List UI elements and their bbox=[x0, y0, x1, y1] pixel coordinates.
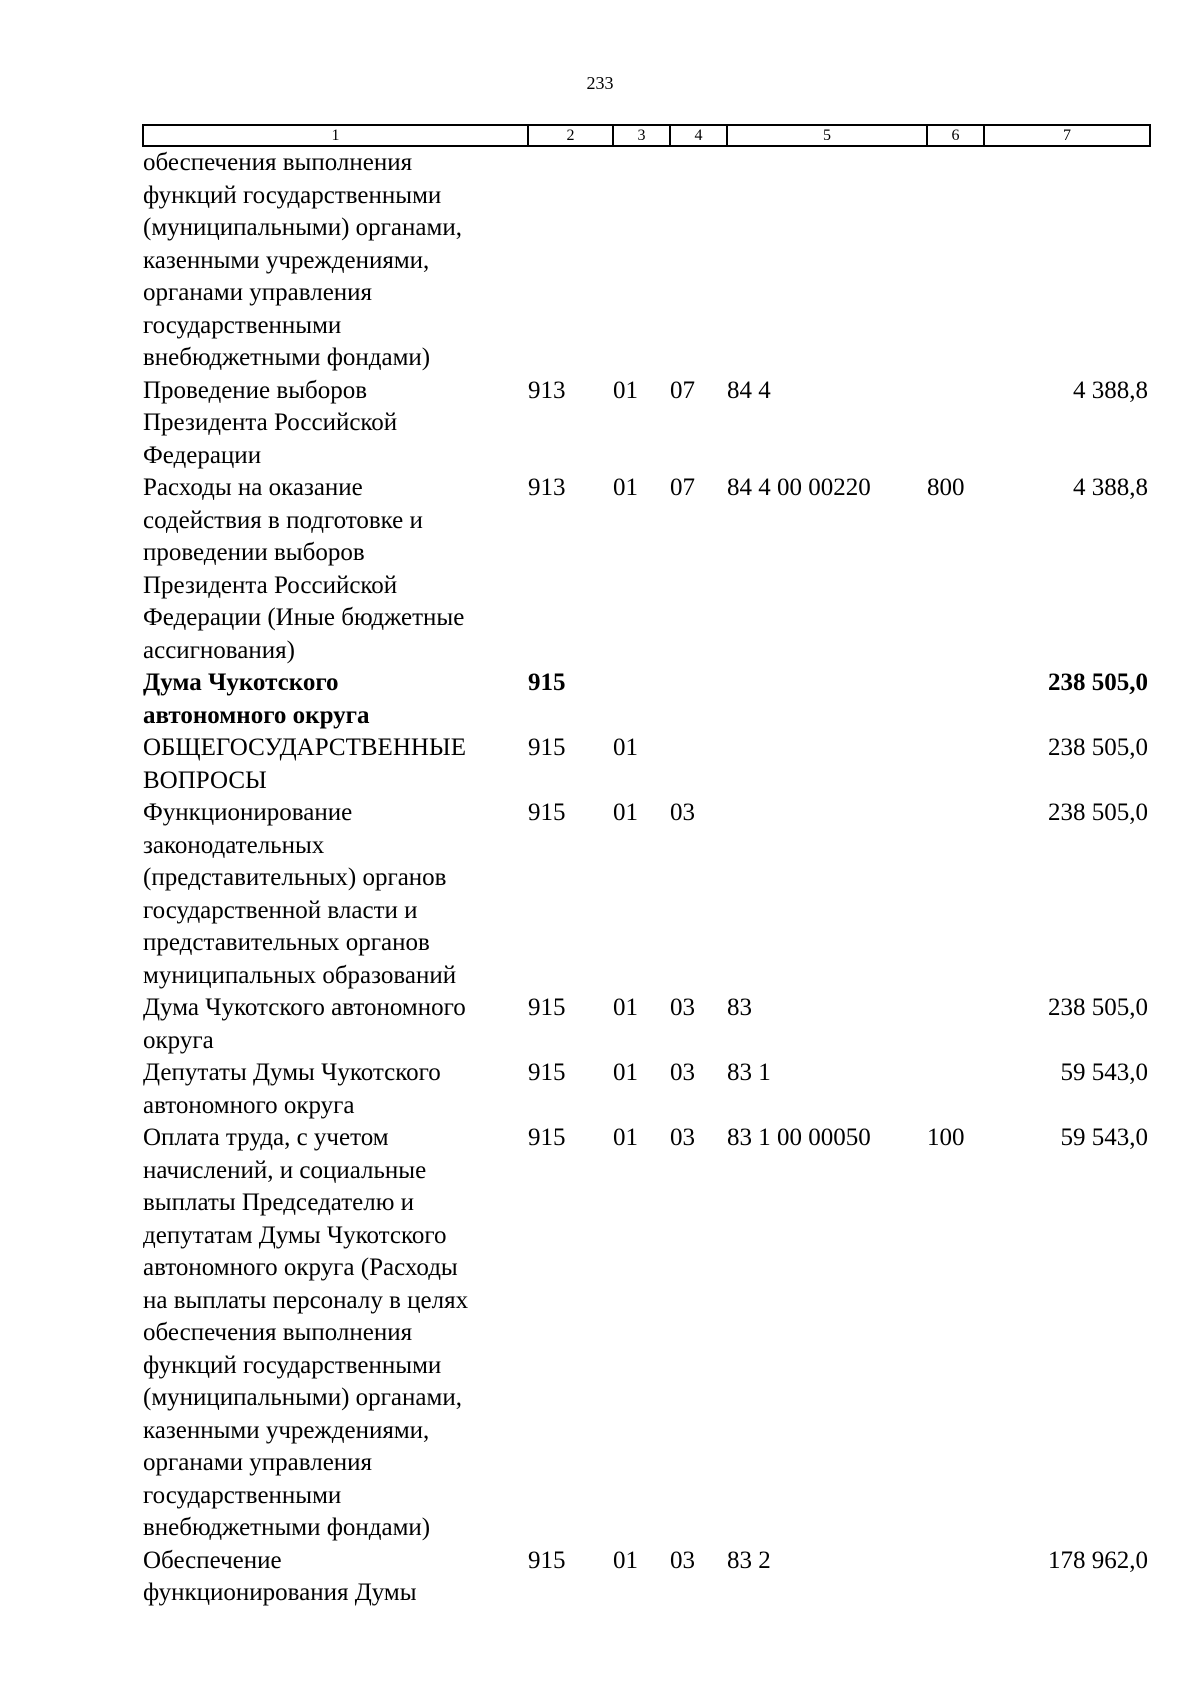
table-row bbox=[143, 732, 1150, 797]
cell-target-article: 83 2 bbox=[727, 1546, 771, 1574]
cell-name-line: Обеспечение bbox=[143, 1546, 282, 1574]
cell-name-line: автономного округа bbox=[143, 1091, 355, 1119]
cell-amount: 238 505,0 bbox=[1048, 799, 1148, 826]
cell-section: 01 bbox=[613, 376, 638, 404]
cell-name-line: (муниципальными) органами, bbox=[143, 1384, 462, 1411]
cell-name-line: представительных органов bbox=[143, 929, 430, 956]
cell-section: 01 bbox=[613, 1059, 638, 1086]
cell-name bbox=[143, 992, 528, 1057]
cell-name-line: казенными учреждениями, bbox=[143, 246, 430, 274]
cell-subsection: 03 bbox=[670, 799, 695, 826]
cell-amount: 178 962,0 bbox=[1048, 1546, 1148, 1574]
cell-name-line: Расходы на оказание bbox=[143, 474, 363, 501]
cell-amount: 238 505,0 bbox=[1048, 669, 1148, 696]
cell-target-article: 83 1 bbox=[727, 1059, 771, 1086]
cell-expense-type bbox=[927, 667, 984, 732]
cell-name bbox=[143, 472, 528, 667]
cell-amount: 4 388,8 bbox=[1073, 474, 1148, 501]
cell-subsection bbox=[670, 732, 727, 797]
cell-name bbox=[143, 1057, 528, 1122]
cell-name bbox=[143, 146, 528, 375]
cell-name-line: органами управления bbox=[143, 1449, 373, 1476]
cell-expense-type bbox=[927, 732, 984, 797]
cell-amount bbox=[984, 146, 1150, 375]
header-col-2: 2 bbox=[528, 125, 613, 146]
cell-ved: 913 bbox=[528, 474, 566, 501]
cell-name-line: функционирования Думы bbox=[143, 1579, 417, 1606]
cell-subsection: 03 bbox=[670, 1059, 695, 1086]
cell-name-line: законодательных bbox=[143, 831, 325, 859]
cell-name-line: органами управления bbox=[143, 279, 373, 306]
cell-name bbox=[143, 1122, 528, 1545]
cell-target-article bbox=[727, 146, 927, 375]
header-col-7: 7 bbox=[984, 125, 1150, 146]
cell-expense-type bbox=[927, 1545, 984, 1610]
cell-name-line: функций государственными bbox=[143, 181, 442, 209]
cell-section: 01 bbox=[613, 1546, 638, 1574]
table-row bbox=[143, 375, 1150, 473]
table-row bbox=[143, 667, 1150, 732]
cell-name-line: ВОПРОСЫ bbox=[143, 766, 267, 794]
cell-expense-type bbox=[927, 146, 984, 375]
cell-ved: 915 bbox=[528, 734, 566, 761]
cell-ved: 915 bbox=[528, 799, 566, 826]
cell-amount: 59 543,0 bbox=[1060, 1059, 1148, 1086]
cell-name-line: государственной власти и bbox=[143, 896, 418, 924]
cell-name-line: обеспечения выполнения bbox=[143, 149, 413, 176]
cell-ved: 913 bbox=[528, 376, 566, 404]
cell-name-line: внебюджетными фондами) bbox=[143, 1514, 431, 1541]
page-number: 233 bbox=[586, 73, 614, 93]
cell-amount: 238 505,0 bbox=[1048, 734, 1148, 761]
cell-name-line: обеспечения выполнения bbox=[143, 1319, 413, 1346]
cell-expense-type bbox=[927, 375, 984, 473]
table-row bbox=[143, 146, 1150, 375]
cell-name-line: Федерации bbox=[143, 441, 262, 469]
cell-name-line: (представительных) органов bbox=[143, 864, 447, 891]
cell-subsection: 03 bbox=[670, 994, 695, 1021]
cell-target-article bbox=[727, 732, 927, 797]
cell-name-line: Дума Чукотского bbox=[143, 669, 339, 696]
table-row bbox=[143, 797, 1150, 992]
cell-section: 01 bbox=[613, 734, 638, 761]
cell-name-line: Дума Чукотского автономного bbox=[143, 994, 466, 1021]
header-row bbox=[143, 125, 1150, 146]
cell-target-article: 83 bbox=[727, 994, 752, 1021]
cell-name-line: Федерации (Иные бюджетные bbox=[143, 604, 465, 631]
cell-subsection: 03 bbox=[670, 1546, 695, 1574]
cell-name-line: (муниципальными) органами, bbox=[143, 214, 462, 241]
cell-name bbox=[143, 1545, 528, 1610]
cell-name bbox=[143, 732, 528, 797]
cell-name-line: Функционирование bbox=[143, 799, 353, 826]
cell-name-line: на выплаты персоналу в целях bbox=[143, 1286, 469, 1314]
cell-ved bbox=[528, 146, 613, 375]
cell-name-line: Депутаты Думы Чукотского bbox=[143, 1059, 441, 1086]
table-row bbox=[143, 1057, 1150, 1122]
table-header bbox=[143, 125, 1150, 146]
cell-section: 01 bbox=[613, 799, 638, 826]
cell-name-line: начислений, и социальные bbox=[143, 1156, 427, 1184]
table-row bbox=[143, 1122, 1150, 1545]
cell-ved: 915 bbox=[528, 669, 566, 696]
cell-name bbox=[143, 797, 528, 992]
table-row bbox=[143, 1545, 1150, 1610]
cell-name-line: казенными учреждениями, bbox=[143, 1416, 430, 1444]
cell-expense-type: 800 bbox=[927, 474, 965, 501]
cell-name-line: выплаты Председателю и bbox=[143, 1189, 415, 1216]
cell-section: 01 bbox=[613, 1124, 638, 1151]
cell-name-line: муниципальных образований bbox=[143, 961, 457, 989]
cell-target-article bbox=[727, 667, 927, 732]
header-col-3: 3 bbox=[613, 125, 670, 146]
cell-expense-type bbox=[927, 992, 984, 1057]
cell-ved: 915 bbox=[528, 1546, 566, 1574]
header-col-4: 4 bbox=[670, 125, 727, 146]
table-row bbox=[143, 472, 1150, 667]
budget-table bbox=[142, 124, 1151, 1610]
header-col-1: 1 bbox=[143, 125, 528, 146]
cell-name-line: внебюджетными фондами) bbox=[143, 344, 431, 371]
table-row bbox=[143, 992, 1150, 1057]
cell-ved: 915 bbox=[528, 1124, 566, 1151]
cell-name-line: функций государственными bbox=[143, 1351, 442, 1379]
cell-section bbox=[613, 667, 670, 732]
cell-name-line: Проведение выборов bbox=[143, 376, 368, 404]
cell-target-article: 83 1 00 00050 bbox=[727, 1124, 871, 1151]
cell-name-line: содействия в подготовке и bbox=[143, 506, 423, 534]
cell-name bbox=[143, 375, 528, 473]
cell-subsection bbox=[670, 667, 727, 732]
cell-name-line: Президента Российской bbox=[143, 571, 398, 599]
cell-subsection: 07 bbox=[670, 376, 695, 404]
table-body bbox=[143, 146, 1150, 1610]
cell-name-line: депутатам Думы Чукотского bbox=[143, 1221, 447, 1249]
cell-amount: 238 505,0 bbox=[1048, 994, 1148, 1021]
header-col-5: 5 bbox=[727, 125, 927, 146]
cell-subsection bbox=[670, 146, 727, 375]
cell-name-line: автономного округа (Расходы bbox=[143, 1254, 458, 1281]
cell-section bbox=[613, 146, 670, 375]
cell-amount: 59 543,0 bbox=[1060, 1124, 1148, 1151]
cell-name-line: государственными bbox=[143, 1481, 342, 1509]
cell-name-line: Президента Российской bbox=[143, 409, 398, 436]
cell-name-line: Оплата труда, с учетом bbox=[143, 1124, 389, 1151]
cell-amount: 4 388,8 bbox=[1073, 376, 1148, 404]
cell-expense-type bbox=[927, 1057, 984, 1122]
cell-subsection: 03 bbox=[670, 1124, 695, 1151]
cell-section: 01 bbox=[613, 994, 638, 1021]
cell-target-article: 84 4 00 00220 bbox=[727, 474, 871, 501]
cell-target-article: 84 4 bbox=[727, 376, 771, 404]
cell-subsection: 07 bbox=[670, 474, 695, 501]
cell-name-line: проведении выборов bbox=[143, 539, 365, 566]
cell-target-article bbox=[727, 797, 927, 992]
cell-section: 01 bbox=[613, 474, 638, 501]
header-col-6: 6 bbox=[927, 125, 984, 146]
cell-name-line: ассигнования) bbox=[143, 636, 295, 664]
cell-name-line: округа bbox=[143, 1026, 214, 1054]
cell-ved: 915 bbox=[528, 1059, 566, 1086]
cell-name-line: государственными bbox=[143, 311, 342, 339]
cell-name-line: автономного округа bbox=[143, 701, 370, 729]
cell-expense-type: 100 bbox=[927, 1124, 965, 1151]
cell-expense-type bbox=[927, 797, 984, 992]
cell-name-line: ОБЩЕГОСУДАРСТВЕННЫЕ bbox=[143, 734, 466, 761]
cell-name bbox=[143, 667, 528, 732]
cell-ved: 915 bbox=[528, 994, 566, 1021]
